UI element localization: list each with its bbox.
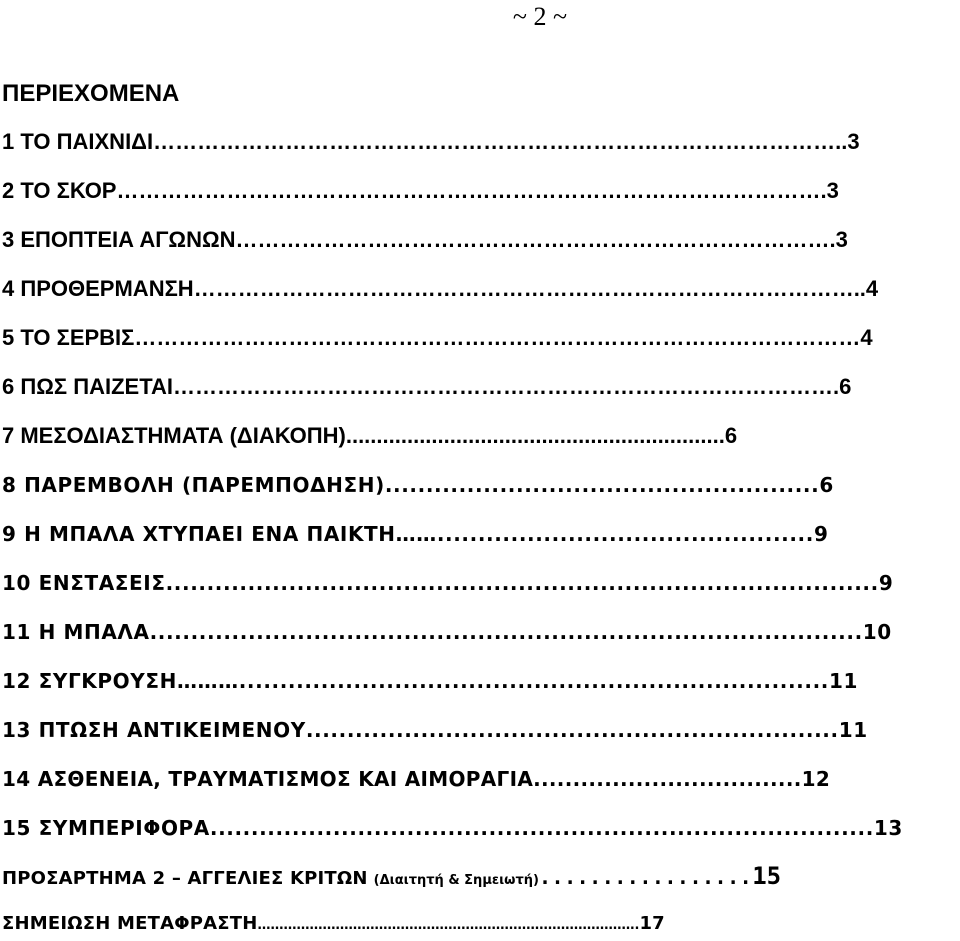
toc-heading: ΠΕΡΙΕΧΟΜΕΝΑ [2,80,180,107]
toc-page-number: 9 [813,522,829,546]
toc-leader: .............................................................. [345,423,725,448]
toc-page-number: 4 [865,276,879,301]
toc-entry-title: 8 ΠΑΡΕΜΒΟΛΗ (ΠΑΡΕΜΠΟΔΗΣΗ) [2,473,385,497]
toc-entry[interactable] [2,615,892,649]
toc-leader: ....................................................................................... [165,571,879,595]
toc-page-number: 4 [860,325,873,350]
toc-page-number: 3 [826,178,839,203]
toc-entry-subtitle: (Διαιτητή & Σημειωτή) [373,873,539,888]
toc-leader: ................................................................. [305,718,839,742]
toc-leader: ................. [538,865,753,889]
toc-page-number: 17 [639,913,665,934]
toc-leader: .................................. [533,767,802,791]
toc-entry[interactable] [2,272,878,306]
toc-leader: ………........................................................................ [176,669,829,693]
toc-entry[interactable] [2,419,737,453]
toc-page-number: 11 [838,718,868,742]
toc-leader: ..................................................... [384,473,820,497]
toc-entry[interactable] [2,468,834,502]
toc-entry-title: 4 ΠΡΟΘΕΡΜΑΝΣΗ [2,276,194,301]
toc-entry[interactable] [2,566,893,600]
toc-entry-title: ΣΗΜΕΙΩΣΗ ΜΕΤΑΦΡΑΣΤΗ [2,913,258,934]
toc-page-number: 6 [819,473,834,497]
toc-page-number: 6 [839,374,852,399]
toc-entry-title: 6 ΠΩΣ ΠΑΙΖΕΤΑΙ [2,374,173,399]
toc-leader: ……………………………………………………………………………………… [134,325,861,350]
toc-entry-title: ΠΡΟΣΑΡΤΗΜΑ 2 – ΑΓΓΕΛΙΕΣ ΚΡΙΤΩΝ [2,868,368,889]
toc-entry[interactable] [2,321,873,355]
toc-leader: ……………………………………………………………………………………. [116,178,827,203]
toc-entry[interactable] [2,174,839,208]
toc-leader: ……………………………………………………………………………….. [193,276,866,301]
toc-entry[interactable] [2,811,903,845]
toc-leader: ………………………………………………………………………. [235,227,836,252]
toc-page-number: 10 [862,620,892,644]
toc-entry-title: 7 ΜΕΣΟΔΙΑΣΤΗΜΑΤΑ (ΔΙΑΚΟΠΗ) [2,423,346,448]
toc-entry[interactable] [2,125,860,159]
toc-entry[interactable] [2,370,851,404]
toc-translator-note-entry[interactable] [2,907,665,941]
page-number: ~ 2 ~ [512,2,568,31]
toc-entry-title: 13 ΠΤΩΣΗ ΑΝΤΙΚΕΙΜΕΝΟΥ [2,718,306,742]
toc-leader: ....................................................................................... [149,620,863,644]
toc-page-number: 15 [752,862,782,890]
toc-entry[interactable] [2,517,828,551]
toc-entry-title: 12 ΣΥΓΚΡΟΥΣΗ [2,669,177,693]
toc-entry-title: 15 ΣΥΜΠΕΡΙΦΟΡΑ [2,816,210,840]
toc-entry-title: 3 ΕΠΟΠΤΕΙΑ ΑΓΩΝΩΝ [2,227,236,252]
toc-entry-title: 14 ΑΣΘΕΝΕΙΑ, ΤΡΑΥΜΑΤΙΣΜΟΣ ΚΑΙ ΑΙΜΟΡΑΓΙΑ [2,767,534,791]
toc-page-number: 11 [828,669,859,693]
toc-leader: …….............................................. [395,522,814,546]
toc-leader: ................................................................................. [209,816,874,840]
toc-page-number: 9 [878,571,894,595]
toc-page-number: 12 [801,767,831,791]
toc-entry[interactable] [2,762,830,796]
toc-leader: ………………………………………………………………………………. [173,374,840,399]
toc-leader: ………………………………………………………………………………….. [153,129,848,154]
toc-page-number: 13 [873,816,903,840]
toc-entry[interactable] [2,664,858,698]
toc-entry-title: 11 Η ΜΠΑΛΑ [2,620,150,644]
toc-page-number: 3 [835,227,848,252]
toc-entry-title: 9 Η ΜΠΑΛΑ ΧΤΥΠΑΕΙ ΕΝΑ ΠΑΙΚΤΗ [2,522,396,546]
toc-appendix-entry[interactable] [2,859,781,893]
toc-page-number: 3 [847,129,860,154]
toc-leader: ……………………………………………………………………………. [257,918,640,933]
toc-entry-title: 1 ΤΟ ΠΑΙΧΝΙΔΙ [2,129,154,154]
toc-entry-title: 5 ΤΟ ΣΕΡΒΙΣ [2,325,135,350]
toc-entry[interactable] [2,223,848,257]
toc-entry-title: 2 ΤΟ ΣΚΟΡ [2,178,117,203]
toc-entry-title: 10 ΕΝΣΤΑΣΕΙΣ [2,571,166,595]
toc-page-number: 6 [724,423,738,448]
toc-entry[interactable] [2,713,868,747]
